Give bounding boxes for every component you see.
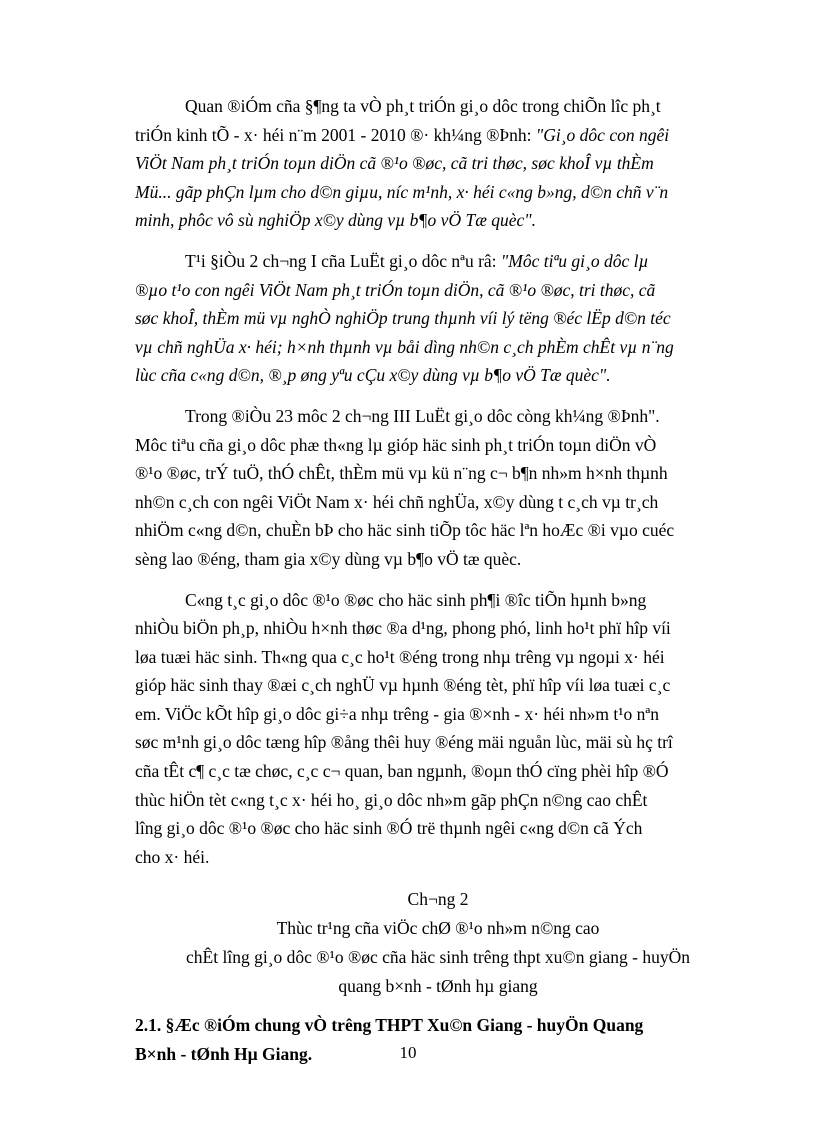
quoted-text: "Gi¸o dôc con ngêi ViÖt Nam ph¸t triÓn toµn diÖn cã ®¹o ®øc, cã tri thøc, søc khoÎ vµ thÈm Mü... gãp phÇn lµm cho d©n giµu, níc m¹nh, x· héi c«ng b»ng, d©n chñ v¨n minh, phôc vô sù nghiÖp x©y dùng vµ b¶o vÖ Tæ quèc". — [135, 124, 670, 231]
paragraph-text: T¹i §iÒu 2 ch¬ng I cña LuËt gi¸o dôc nªu râ: — [185, 250, 501, 271]
quoted-text: "Môc tiªu gi¸o dôc lµ ®µo t¹o con ngêi ViÖt Nam ph¸t triÓn toµn diÖn, cã ®¹o ®øc, tri thøc, cã søc khoÎ, thÈm mü vµ nghÒ nghiÖp trung thµnh víi lý tëng ®éc lËp d©n téc vµ chñ nghÜa x· héi; h×nh thµnh vµ båi dìng nh©n c¸ch phÈm chÊt vµ n¨ng lùc cña c«ng d©n, ®¸p øng yªu cÇu x©y dùng vµ b¶o vÖ Tæ quèc". — [135, 250, 674, 386]
document-page — [135, 92, 741, 1069]
page-number: 10 — [399, 1043, 417, 1062]
section-heading: 2.1. §Æc ®iÓm chung vÒ trêng THPT Xu©n Giang - huyÖn Quang B×nh - tØnh Hµ Giang. — [135, 1015, 644, 1065]
paragraph-text: Trong ®iÒu 23 môc 2 ch¬ng III LuËt gi¸o dôc còng kh¼ng ®Þnh". Môc tiªu cña gi¸o dôc phæ th«ng lµ gióp häc sinh ph¸t triÓn toµn diÖn vÒ ®¹o ®øc, trÝ tuÖ, thÓ chÊt, thÈm mü vµ kü n¨ng c¬ b¶n nh»m h×nh thµnh nh©n c¸ch con ngêi ViÖt Nam x· héi chñ nghÜa, x©y dùng t c¸ch vµ tr¸ch nhiÖm c«ng d©n, chuÈn bÞ cho häc sinh tiÕp tôc häc lªn hoÆc ®i vµo cuéc sèng lao ®éng, tham gia x©y dùng vµ b¶o vÖ tæ quèc. — [135, 405, 675, 569]
paragraph-education-law-article-23 — [135, 402, 741, 574]
chapter-title-line-3: quang b×nh - tØnh hµ giang — [338, 976, 538, 997]
chapter-heading — [135, 885, 741, 1001]
paragraph-party-view — [135, 92, 741, 235]
paragraph-text: C«ng t¸c gi¸o dôc ®¹o ®øc cho häc sinh ph¶i ®îc tiÕn hµnh b»ng nhiÒu biÖn ph¸p, nhiÒu h×nh thøc ®a d¹ng, phong phó, linh ho¹t phï hîp víi løa tuæi häc sinh. Th«ng qua c¸c ho¹t ®éng trong nhµ trêng vµ ngoµi x· héi gióp häc sinh thay ®æi c¸ch nghÜ vµ hµnh ®éng tèt, phï hîp víi løa tuæi c¸c em. ViÖc kÕt hîp gi¸o dôc gi÷a nhµ trêng - gia ®×nh - x· héi nh»m t¹o nªn søc m¹nh gi¸o dôc tæng hîp ®ång thêi huy ®éng mäi nguån lùc, mäi sù hç trî cña tÊt c¶ c¸c tæ chøc, c¸c c¬ quan, ban ngµnh, ®oµn thÓ cïng phèi hîp ®Ó thùc hiÖn tèt c«ng t¸c x· héi ho¸ gi¸o dôc nh»m gãp phÇn n©ng cao chÊt lîng gi¸o dôc ®¹o ®øc cho häc sinh ®Ó trë thµnh ngêi c«ng d©n cã Ých cho x· héi. — [135, 589, 673, 867]
paragraph-text: Quan ®iÓm cña §¶ng ta vÒ ph¸t triÓn gi¸o dôc trong chiÕn lîc ph¸t triÓn kinh tÕ - x· héi n¨m 2001 - 2010 ®· kh¼ng ®Þnh: — [135, 96, 661, 145]
chapter-title-line-2: chÊt lîng gi¸o dôc ®¹o ®øc cña häc sinh trêng thpt xu©n giang - huyÖn — [186, 947, 690, 968]
chapter-title-line-1: Thùc tr¹ng cña viÖc chØ ®¹o nh»m n©ng cao — [276, 918, 600, 939]
paragraph-education-law-article-2 — [135, 247, 741, 390]
chapter-number: Ch¬ng 2 — [407, 889, 469, 910]
paragraph-moral-education-work — [135, 586, 741, 872]
